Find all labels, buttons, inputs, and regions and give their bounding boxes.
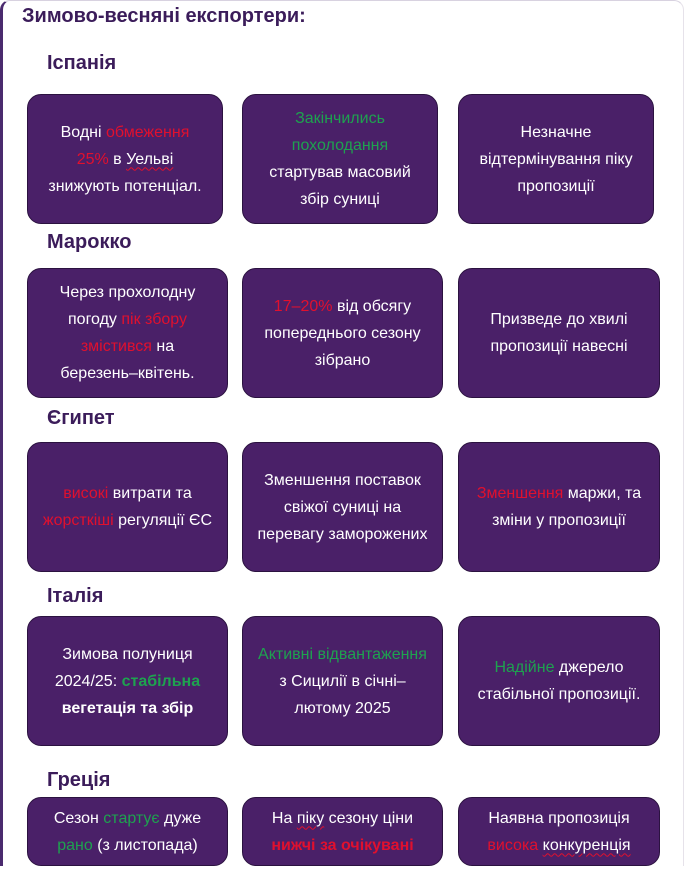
text: Призведе до хвилі пропозиції навесні [490, 311, 628, 355]
highlight: похолодання [291, 137, 389, 154]
card-morocco-volume [242, 268, 443, 398]
page-title: Зимово-весняні експортери: [22, 5, 306, 27]
highlight: Зменшення [476, 485, 564, 502]
text: Зменшення поставок свіжої суниці на перевагу заморожених [257, 471, 428, 543]
text: стартував масовий збір суниці [269, 164, 411, 208]
text: знижують потенціал. [48, 177, 202, 195]
underlined-word: піку [296, 809, 325, 827]
country-heading-spain: Іспанія [47, 52, 117, 74]
text: джерело стабільної пропозиції. [477, 659, 641, 703]
text: регуляції ЄС [113, 512, 213, 529]
text: витрати та [108, 485, 192, 502]
highlight: висока [487, 836, 539, 854]
card-greece-supply [458, 797, 660, 866]
card-morocco-wave [458, 268, 660, 398]
card-spain-delay [458, 94, 654, 224]
card-italy-source [458, 616, 660, 746]
country-heading-morocco: Марокко [47, 231, 132, 253]
text: Водні [60, 123, 106, 141]
highlight: обмеження [106, 123, 190, 141]
card-greece-season [27, 797, 228, 866]
highlight: Надійне [494, 659, 555, 676]
highlight: стартує [103, 809, 160, 827]
highlight: 25% [76, 150, 109, 168]
highlight: Активні відвантаження [258, 645, 427, 663]
text: Зимова полуниця 2024/25: [54, 645, 193, 690]
highlight: жорсткіші [42, 512, 114, 529]
highlight: стабільна [121, 672, 201, 690]
underlined-word: конкуренція [542, 836, 631, 854]
bold-text: вегетація та збір [61, 699, 194, 717]
card-egypt-margin [458, 442, 660, 572]
card-spain-water [27, 94, 223, 224]
card-italy-winter [27, 616, 228, 746]
card-spain-harvest [242, 94, 438, 224]
highlight: високі [63, 485, 109, 502]
text: Незначне відтермінування піку пропозиції [479, 123, 633, 195]
text: в [108, 150, 127, 168]
underlined-word: Уельві [126, 150, 174, 168]
highlight: пік збору змістився [80, 311, 187, 355]
highlight: рано [57, 836, 93, 854]
text: Сезон [53, 809, 104, 827]
text: від обсягу попереднього сезону зібрано [264, 297, 421, 369]
highlight: Закінчились [295, 110, 385, 127]
text: На [271, 809, 297, 827]
card-italy-shipments [242, 616, 443, 746]
text: дуже [159, 809, 202, 827]
country-heading-italy: Італія [47, 585, 104, 607]
card-egypt-frozen [242, 442, 443, 572]
country-heading-egypt: Єгипет [47, 407, 115, 429]
text: маржи, та зміни у пропозиції [492, 485, 642, 529]
highlight: нижчі за очікувані [271, 836, 414, 854]
text: Через прохолодну погоду [59, 284, 196, 328]
text: (з листопада) [92, 836, 198, 854]
text: сезону ціни [324, 809, 414, 827]
card-greece-prices [242, 797, 443, 866]
highlight: 17–20% [273, 297, 333, 315]
card-egypt-costs [27, 442, 228, 572]
text: Наявна пропозиція [488, 809, 630, 827]
card-morocco-weather [27, 268, 228, 398]
country-heading-greece: Греція [47, 769, 111, 791]
text: на березень–квітень. [60, 338, 195, 382]
text: з Сицилії в січні–лютому 2025 [279, 672, 406, 717]
